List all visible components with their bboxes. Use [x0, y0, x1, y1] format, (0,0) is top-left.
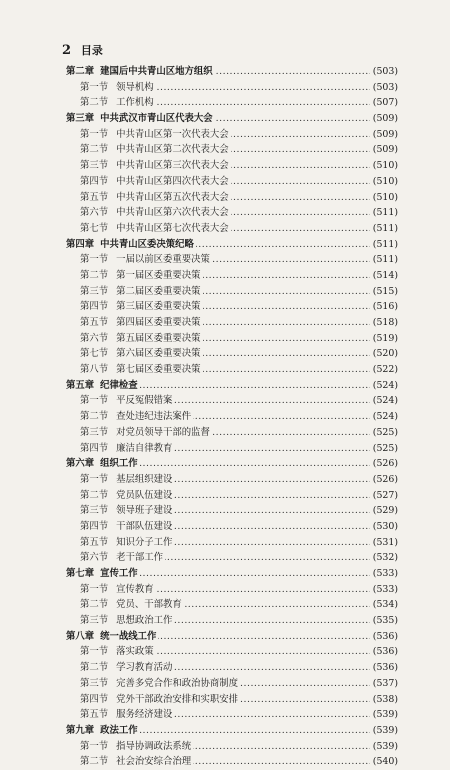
toc-label — [66, 566, 140, 582]
toc-chapter-row — [66, 111, 398, 127]
toc-title: 第二届区委重要决策 — [116, 285, 201, 297]
toc-page-number: (536) — [371, 629, 398, 645]
toc-label — [66, 597, 184, 613]
toc-section-row — [66, 692, 398, 708]
toc-section-number: 第六节 — [80, 552, 109, 564]
toc-label — [66, 441, 174, 457]
toc-section-number: 第四节 — [80, 520, 109, 532]
toc-page-number: (520) — [371, 346, 398, 362]
toc-section-number: 第二节 — [80, 97, 109, 109]
toc-title: 知识分子工作 — [116, 536, 173, 548]
toc-label — [66, 268, 203, 284]
toc-page-number: (539) — [371, 707, 398, 723]
toc-title: 中共青山区第四次代表大会 — [116, 175, 229, 187]
toc-page-number: (510) — [371, 158, 398, 174]
toc-page-number: (533) — [371, 582, 398, 598]
toc-title: 党员队伍建设 — [116, 489, 173, 501]
toc-section-number: 第一节 — [80, 395, 109, 407]
toc-label — [66, 409, 193, 425]
toc-chapter-row — [66, 629, 398, 645]
toc-title: 一届以前区委重要决策 — [116, 254, 210, 266]
toc-label — [66, 299, 203, 315]
toc-title: 查处违纪违法案件 — [116, 411, 192, 423]
toc-label — [66, 362, 203, 378]
toc-label — [66, 95, 156, 111]
toc-section-row — [66, 95, 398, 111]
toc-page-number: (529) — [371, 503, 398, 519]
toc-section-number: 第三节 — [80, 505, 109, 517]
toc-section-row — [66, 205, 398, 221]
toc-title: 中共武汉市青山区代表大会 — [100, 113, 213, 125]
toc-label — [66, 315, 203, 331]
toc-section-number: 第三节 — [80, 677, 109, 689]
toc-page-number: (511) — [371, 237, 398, 253]
toc-section-row — [66, 707, 398, 723]
toc-title: 平反冤假错案 — [116, 395, 173, 407]
toc-page-number: (518) — [371, 315, 398, 331]
toc-title: 服务经济建设 — [116, 709, 173, 721]
toc-section-row — [66, 268, 398, 284]
toc-label — [66, 237, 196, 253]
toc-section-number: 第五节 — [80, 317, 109, 328]
toc-page-number: (534) — [371, 597, 398, 613]
toc-label — [66, 582, 156, 598]
toc-label — [66, 64, 215, 80]
toc-chapter-row — [66, 566, 398, 582]
page-number: 2 — [62, 43, 72, 58]
toc-page-number: (532) — [371, 550, 398, 566]
toc-section-number: 第一节 — [80, 81, 109, 93]
toc-section-number: 第一节 — [80, 740, 109, 752]
toc-chapter-row — [66, 456, 398, 472]
toc-title: 思想政治工作 — [116, 615, 173, 627]
toc-section-row — [66, 409, 398, 425]
toc-label — [66, 205, 231, 221]
toc-title: 中共青山区委决策纪略 — [100, 238, 194, 250]
toc-section-row — [66, 127, 398, 143]
toc-label — [66, 660, 174, 676]
toc-title: 中共青山区第三次代表大会 — [116, 160, 229, 172]
toc-title: 对党员领导干部的监督 — [116, 426, 210, 438]
toc-title: 组织工作 — [100, 458, 138, 470]
toc-page-number: (509) — [371, 127, 398, 143]
toc-chapter-row — [66, 378, 398, 394]
toc-page-number: (535) — [371, 613, 398, 629]
toc-page-number: (539) — [371, 739, 398, 755]
toc-section-row — [66, 315, 398, 331]
toc-section-row — [66, 503, 398, 519]
toc-title: 老干部工作 — [116, 552, 164, 564]
toc-section-row — [66, 142, 398, 158]
toc-page-number: (524) — [371, 409, 398, 425]
toc-section-row — [66, 158, 398, 174]
toc-label — [66, 158, 231, 174]
toc-page-number: (538) — [371, 692, 398, 708]
toc-title: 学习教育活动 — [116, 662, 173, 674]
toc-label — [66, 629, 158, 645]
toc-section-number: 第一节 — [80, 128, 109, 140]
toc-section-row — [66, 80, 398, 96]
toc-title: 纪律检查 — [100, 379, 138, 391]
toc-section-row — [66, 174, 398, 190]
toc-section-number: 第五节 — [80, 191, 109, 203]
toc-section-row — [66, 252, 398, 268]
toc-section-number: 第二节 — [80, 756, 109, 768]
toc-section-number: 第三节 — [80, 615, 109, 627]
toc-title: 中共青山区第一次代表大会 — [116, 128, 229, 140]
toc-section-number: 第五章 — [66, 379, 95, 391]
toc-label — [66, 519, 174, 535]
toc-section-row — [66, 393, 398, 409]
toc-title: 落实政策 — [116, 646, 154, 658]
toc-title: 完善多党合作和政治协商制度 — [116, 677, 239, 689]
toc-page-number: (511) — [371, 252, 398, 268]
table-of-contents — [66, 64, 398, 770]
toc-page-number: (510) — [371, 190, 398, 206]
toc-label — [66, 754, 193, 770]
toc-title: 领导机构 — [116, 81, 154, 93]
toc-page-number: (524) — [371, 378, 398, 394]
toc-title: 第七届区委重要决策 — [116, 364, 201, 376]
toc-label — [66, 331, 203, 347]
toc-page-number: (537) — [371, 676, 398, 692]
toc-section-number: 第六节 — [80, 207, 109, 219]
toc-label — [66, 488, 174, 504]
toc-section-row — [66, 472, 398, 488]
header-title: 目录 — [80, 44, 103, 57]
toc-section-number: 第二节 — [80, 599, 109, 611]
toc-section-row — [66, 613, 398, 629]
toc-section-row — [66, 597, 398, 613]
toc-title: 中共青山区第七次代表大会 — [116, 222, 229, 234]
toc-label — [66, 127, 231, 143]
toc-page-number: (522) — [371, 362, 398, 378]
toc-section-row — [66, 754, 398, 770]
toc-page-number: (509) — [371, 142, 398, 158]
toc-page-number: (503) — [371, 64, 398, 80]
toc-page-number: (536) — [371, 644, 398, 660]
toc-section-number: 第八节 — [80, 364, 109, 376]
toc-title: 基层组织建设 — [116, 473, 173, 485]
page-header — [62, 42, 103, 58]
toc-title: 中共青山区第五次代表大会 — [116, 191, 229, 203]
toc-page-number: (540) — [371, 754, 398, 770]
toc-section-number: 第五节 — [80, 709, 109, 721]
toc-label — [66, 80, 156, 96]
toc-page-number: (536) — [371, 660, 398, 676]
toc-label — [66, 692, 240, 708]
toc-chapter-row — [66, 64, 398, 80]
toc-page-number: (533) — [371, 566, 398, 582]
toc-page-number: (511) — [371, 221, 398, 237]
toc-title: 工作机构 — [116, 97, 154, 109]
toc-section-row — [66, 535, 398, 551]
toc-page-number: (503) — [371, 80, 398, 96]
toc-page-number: (511) — [371, 205, 398, 221]
toc-title: 党员、干部教育 — [116, 599, 182, 611]
toc-label — [66, 535, 174, 551]
toc-label — [66, 346, 203, 362]
toc-section-number: 第八章 — [66, 630, 95, 642]
toc-section-row — [66, 644, 398, 660]
toc-section-row — [66, 660, 398, 676]
toc-label — [66, 707, 174, 723]
toc-section-row — [66, 221, 398, 237]
toc-label — [66, 676, 240, 692]
toc-section-number: 第七章 — [66, 568, 95, 579]
toc-section-row — [66, 676, 398, 692]
toc-chapter-row — [66, 723, 398, 739]
toc-section-row — [66, 284, 398, 300]
toc-section-number: 第六节 — [80, 332, 109, 344]
toc-section-number: 第四章 — [66, 238, 95, 250]
toc-page-number: (524) — [371, 393, 398, 409]
toc-title: 政法工作 — [100, 724, 138, 736]
toc-page-number: (510) — [371, 174, 398, 190]
toc-section-number: 第三节 — [80, 426, 109, 438]
toc-title: 指导协调政法系统 — [116, 740, 192, 752]
toc-page-number: (525) — [371, 441, 398, 457]
toc-page-number: (526) — [371, 472, 398, 488]
toc-title: 第六届区委重要决策 — [116, 348, 201, 360]
toc-section-number: 第二节 — [80, 269, 109, 281]
toc-section-row — [66, 739, 398, 755]
toc-section-number: 第七节 — [80, 348, 109, 360]
toc-page-number: (525) — [371, 425, 398, 441]
toc-label — [66, 378, 140, 394]
toc-title: 统一战线工作 — [100, 630, 157, 642]
toc-page-number: (507) — [371, 95, 398, 111]
toc-section-row — [66, 441, 398, 457]
toc-title: 领导班子建设 — [116, 505, 173, 517]
toc-section-number: 第三节 — [80, 160, 109, 172]
toc-label — [66, 190, 231, 206]
toc-title: 干部队伍建设 — [116, 520, 173, 532]
toc-title: 第五届区委重要决策 — [116, 332, 201, 344]
toc-title: 社会治安综合治理 — [116, 756, 192, 768]
toc-section-row — [66, 362, 398, 378]
toc-section-number: 第二节 — [80, 662, 109, 674]
toc-label — [66, 393, 174, 409]
toc-section-number: 第三节 — [80, 285, 109, 297]
toc-label — [66, 456, 140, 472]
toc-title: 第一届区委重要决策 — [116, 269, 201, 281]
toc-title: 建国后中共青山区地方组织 — [100, 66, 213, 77]
toc-section-number: 第二节 — [80, 489, 109, 501]
toc-section-number: 第九章 — [66, 724, 95, 736]
toc-section-row — [66, 299, 398, 315]
toc-section-number: 第三章 — [66, 113, 95, 125]
toc-section-row — [66, 519, 398, 535]
toc-page-number: (519) — [371, 331, 398, 347]
toc-label — [66, 644, 156, 660]
toc-label — [66, 723, 140, 739]
toc-title: 中共青山区第二次代表大会 — [116, 144, 229, 156]
toc-section-number: 第四节 — [80, 301, 109, 313]
toc-page-number: (539) — [371, 723, 398, 739]
toc-page-number: (515) — [371, 284, 398, 300]
toc-page-number: (514) — [371, 268, 398, 284]
toc-section-row — [66, 488, 398, 504]
toc-title: 廉洁自律教育 — [116, 442, 173, 454]
toc-section-number: 第七节 — [80, 222, 109, 234]
toc-label — [66, 472, 174, 488]
toc-section-number: 第二节 — [80, 411, 109, 423]
toc-chapter-row — [66, 237, 398, 253]
toc-title: 第四届区委重要决策 — [116, 317, 201, 328]
toc-section-number: 第六章 — [66, 458, 95, 470]
toc-title: 宣传教育 — [116, 583, 154, 595]
toc-label — [66, 550, 165, 566]
toc-section-number: 第一节 — [80, 254, 109, 266]
toc-title: 第三届区委重要决策 — [116, 301, 201, 313]
toc-section-row — [66, 425, 398, 441]
toc-section-number: 第二章 — [66, 66, 95, 77]
toc-title: 中共青山区第六次代表大会 — [116, 207, 229, 219]
toc-section-number: 第一节 — [80, 473, 109, 485]
toc-page-number: (530) — [371, 519, 398, 535]
toc-section-number: 第一节 — [80, 646, 109, 658]
toc-page-number: (527) — [371, 488, 398, 504]
toc-label — [66, 613, 174, 629]
toc-title: 党外干部政治安排和实职安排 — [116, 693, 239, 705]
toc-page-number: (509) — [371, 111, 398, 127]
toc-label — [66, 252, 212, 268]
toc-section-row — [66, 582, 398, 598]
toc-section-row — [66, 550, 398, 566]
toc-label — [66, 221, 231, 237]
toc-title: 宣传工作 — [100, 568, 138, 579]
toc-label — [66, 739, 193, 755]
toc-page-number: (516) — [371, 299, 398, 315]
toc-section-row — [66, 190, 398, 206]
toc-section-number: 第四节 — [80, 442, 109, 454]
toc-section-number: 第一节 — [80, 583, 109, 595]
toc-section-number: 第四节 — [80, 693, 109, 705]
toc-section-number: 第二节 — [80, 144, 109, 156]
toc-label — [66, 111, 215, 127]
toc-label — [66, 142, 231, 158]
toc-section-number: 第四节 — [80, 175, 109, 187]
toc-section-row — [66, 346, 398, 362]
toc-label — [66, 284, 203, 300]
toc-page-number: (526) — [371, 456, 398, 472]
toc-label — [66, 425, 212, 441]
toc-section-row — [66, 331, 398, 347]
toc-label — [66, 503, 174, 519]
toc-section-number: 第五节 — [80, 536, 109, 548]
toc-page-number: (531) — [371, 535, 398, 551]
toc-label — [66, 174, 231, 190]
